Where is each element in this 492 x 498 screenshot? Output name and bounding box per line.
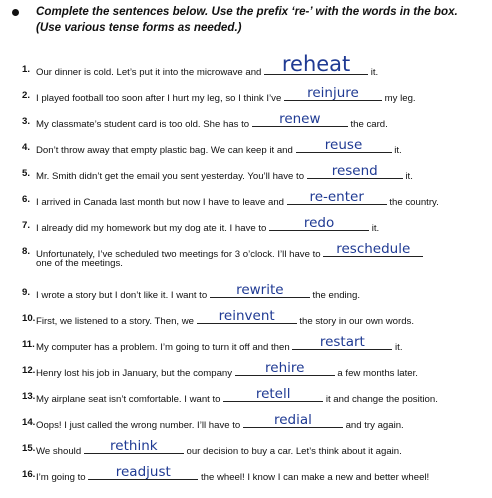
answer-text: retell [255,386,291,402]
item-number: 3. [22,116,31,127]
item-number: 1. [22,64,31,75]
sentence-text-before: Don’t throw away that empty plastic bag. We can keep it and [36,145,293,156]
sentence-text-before: First, we listened to a story. Then, we [36,316,195,327]
answer-text: rethink [110,438,158,454]
sentence-text-after: a few months later. [337,368,418,379]
answer-blank[interactable] [296,137,392,153]
sentence-text-after: it and change the position. [325,394,438,405]
answer-text: reschedule [336,241,411,257]
item-number: 2. [22,90,31,101]
sentence-text-after: it. [370,67,379,78]
answer-blank[interactable] [323,241,423,257]
answer-blank[interactable] [292,334,392,350]
item-number: 12. [22,365,36,376]
answer-blank[interactable] [284,85,382,101]
answer-blank[interactable] [287,189,387,205]
item-number: 10. [22,313,36,324]
sentence-item [22,241,482,272]
sentence-text-after: the country. [389,197,439,208]
answer-text: readjust [115,464,171,480]
answer-text: rehire [265,360,305,376]
sentence-text-before: Mr. Smith didn’t get the email you sent yesterday. You’ll have to [36,171,305,182]
sentence-text-after: and try again. [345,420,404,431]
sentence-text-after: the ending. [312,290,360,301]
sentence-text-after: it. [371,223,380,234]
answer-text: rewrite [236,282,284,298]
sentence-text-after: my leg. [384,93,416,104]
sentence-text-before: Our dinner is cold. Let’s put it into the microwave and [36,67,262,78]
sentence-text-before: My classmate’s student card is too old. She has to [36,119,250,130]
item-number: 9. [22,287,31,298]
answer-text: redo [303,215,335,231]
answer-text: reinvent [218,308,275,324]
item-number: 8. [22,246,31,257]
answer-text: reinjure [307,85,359,101]
answer-text: reheat [281,52,351,76]
answer-text: resend [331,163,378,179]
answer-blank[interactable] [252,111,348,127]
sentence-text-before: Unfortunately, I’ve scheduled two meetings for 3 o’clock. I’ll have to [36,249,321,260]
sentence-text-after: it. [405,171,413,182]
sentence-text-after: it. [395,342,403,353]
bullet-icon [12,9,19,16]
sentence-text-before: My airplane seat isn’t comfortable. I want to [36,394,221,405]
answer-text: reuse [324,137,363,153]
answer-blank[interactable] [264,52,368,76]
answer-blank[interactable] [210,282,310,298]
answer-blank[interactable] [235,360,335,376]
item-number: 5. [22,168,31,179]
answer-blank[interactable] [307,163,403,179]
sentence-text-before: I’m going to [36,472,86,483]
answer-blank[interactable] [269,215,369,231]
item-number: 4. [22,142,31,153]
instructions [36,4,486,36]
sentence-text-before: I already did my homework but my dog ate it. I have to [36,223,267,234]
sentence-text-before: My computer has a problem. I’m going to turn it off and then [36,342,290,353]
item-number: 16. [22,469,36,480]
answer-blank[interactable] [223,386,323,402]
sentence-text-after: the card. [350,119,388,130]
item-number: 7. [22,220,31,231]
sentence-text-after: the story in our own words. [299,316,415,327]
answer-blank[interactable] [197,308,297,324]
sentence-text-after: our decision to buy a car. Let’s think about it again. [186,446,402,457]
answer-blank[interactable] [88,464,198,480]
sentence-text-before: Oops! I just called the wrong number. I’ll have to [36,420,241,431]
sentence-text-after: it. [394,145,402,156]
item-number: 11. [22,339,35,350]
answer-text: re-enter [309,189,364,205]
instructions-line-2: (Use various tense forms as needed.) [36,21,242,34]
answer-text: restart [319,334,365,350]
item-number: 13. [22,391,36,402]
answer-blank[interactable] [84,438,184,454]
sentence-text-before: We should [36,446,82,457]
sentence-text-before: I played football too soon after I hurt my leg, so I think I’ve [36,93,282,104]
answer-text: renew [279,111,321,127]
sentence-text-line-2: one of the meetings. [36,258,123,269]
sentence-text-before: Henry lost his job in January, but the company [36,368,233,379]
sentence-text-before: I wrote a story but I don’t like it. I want to [36,290,208,301]
item-number: 15. [22,443,36,454]
item-number: 14. [22,417,36,428]
item-number: 6. [22,194,31,205]
sentence-text-before: I arrived in Canada last month but now I have to leave and [36,197,284,208]
answer-blank[interactable] [243,412,343,428]
instructions-line-1: Complete the sentences below. Use the prefix ‘re-’ with the words in the box. [36,5,458,18]
answer-text: redial [273,412,312,428]
sentence-text-after: the wheel! I know I can make a new and better wheel! [200,472,430,483]
